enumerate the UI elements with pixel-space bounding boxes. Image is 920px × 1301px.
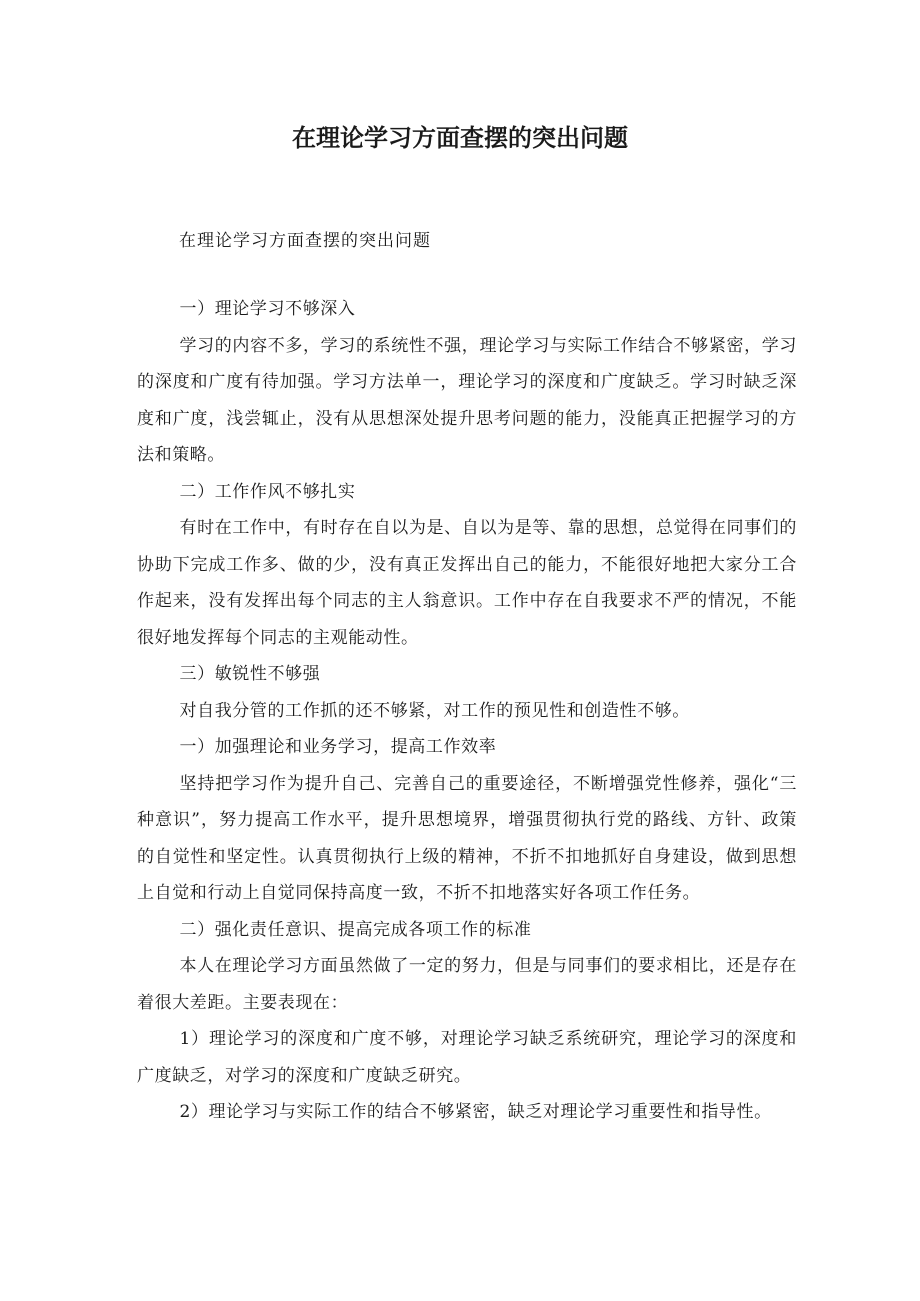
section-heading: 二）工作作风不够扎实 (179, 481, 356, 502)
body-paragraph: 学习的内容不多，学习的系统性不强，理论学习与实际工作结合不够紧密，学习的深度和广度有待加强。学习方法单一，理论学习的深度和广度缺乏。学习时缺乏深度和广度，浅尝辄止，没有从思想深处提升思考问题的能力，没能真正把握学习的方法和策略。 (137, 335, 797, 465)
list-item-paragraph: 2）理论学习与实际工作的结合不够紧密，缺乏对理论学习重要性和指导性。 (179, 1102, 772, 1122)
document-subtitle: 在理论学习方面查摆的突出问题 (179, 231, 431, 251)
body-paragraph: 对自我分管的工作抓的还不够紧，对工作的预见性和创造性不够。 (179, 700, 690, 721)
section-heading: 一）理论学习不够深入 (179, 299, 356, 319)
document-body (137, 291, 797, 1131)
section-heading: 二）强化责任意识、提高完成各项工作的标准 (179, 919, 532, 940)
section-heading: 三）敏锐性不够强 (179, 664, 321, 684)
body-paragraph: 有时在工作中，有时存在自以为是、自以为是等、靠的思想，总觉得在同事们的协助下完成工作多、做的少，没有真正发挥出自己的能力，不能很好地把大家分工合作起来，没有发挥出每个同志的主人翁意识。工作中存在自我要求不严的情况，不能很好地发挥每个同志的主观能动性。 (137, 518, 797, 648)
document-title: 在理论学习方面查摆的突出问题 (292, 124, 628, 152)
section-heading: 一）加强理论和业务学习，提高工作效率 (179, 737, 497, 757)
body-paragraph: 坚持把学习作为提升自己、完善自己的重要途径，不断增强党性修养，强化“三种意识”，努力提高工作水平，提升思想境界，增强贯彻执行党的路线、方针、政策的自觉性和坚定性。认真贯彻执行上级的精神，不折不扣地抓好自身建设，做到思想上自觉和行动上自觉同保持高度一致，不折不扣地落实好各项工作任务。 (137, 773, 797, 903)
list-item-paragraph: 1）理论学习的深度和广度不够，对理论学习缺乏系统研究，理论学习的深度和广度缺乏，对学习的深度和广度缺乏研究。 (137, 1029, 797, 1086)
body-paragraph: 本人在理论学习方面虽然做了一定的努力，但是与同事们的要求相比，还是存在着很大差距。主要表现在： (137, 956, 797, 1013)
